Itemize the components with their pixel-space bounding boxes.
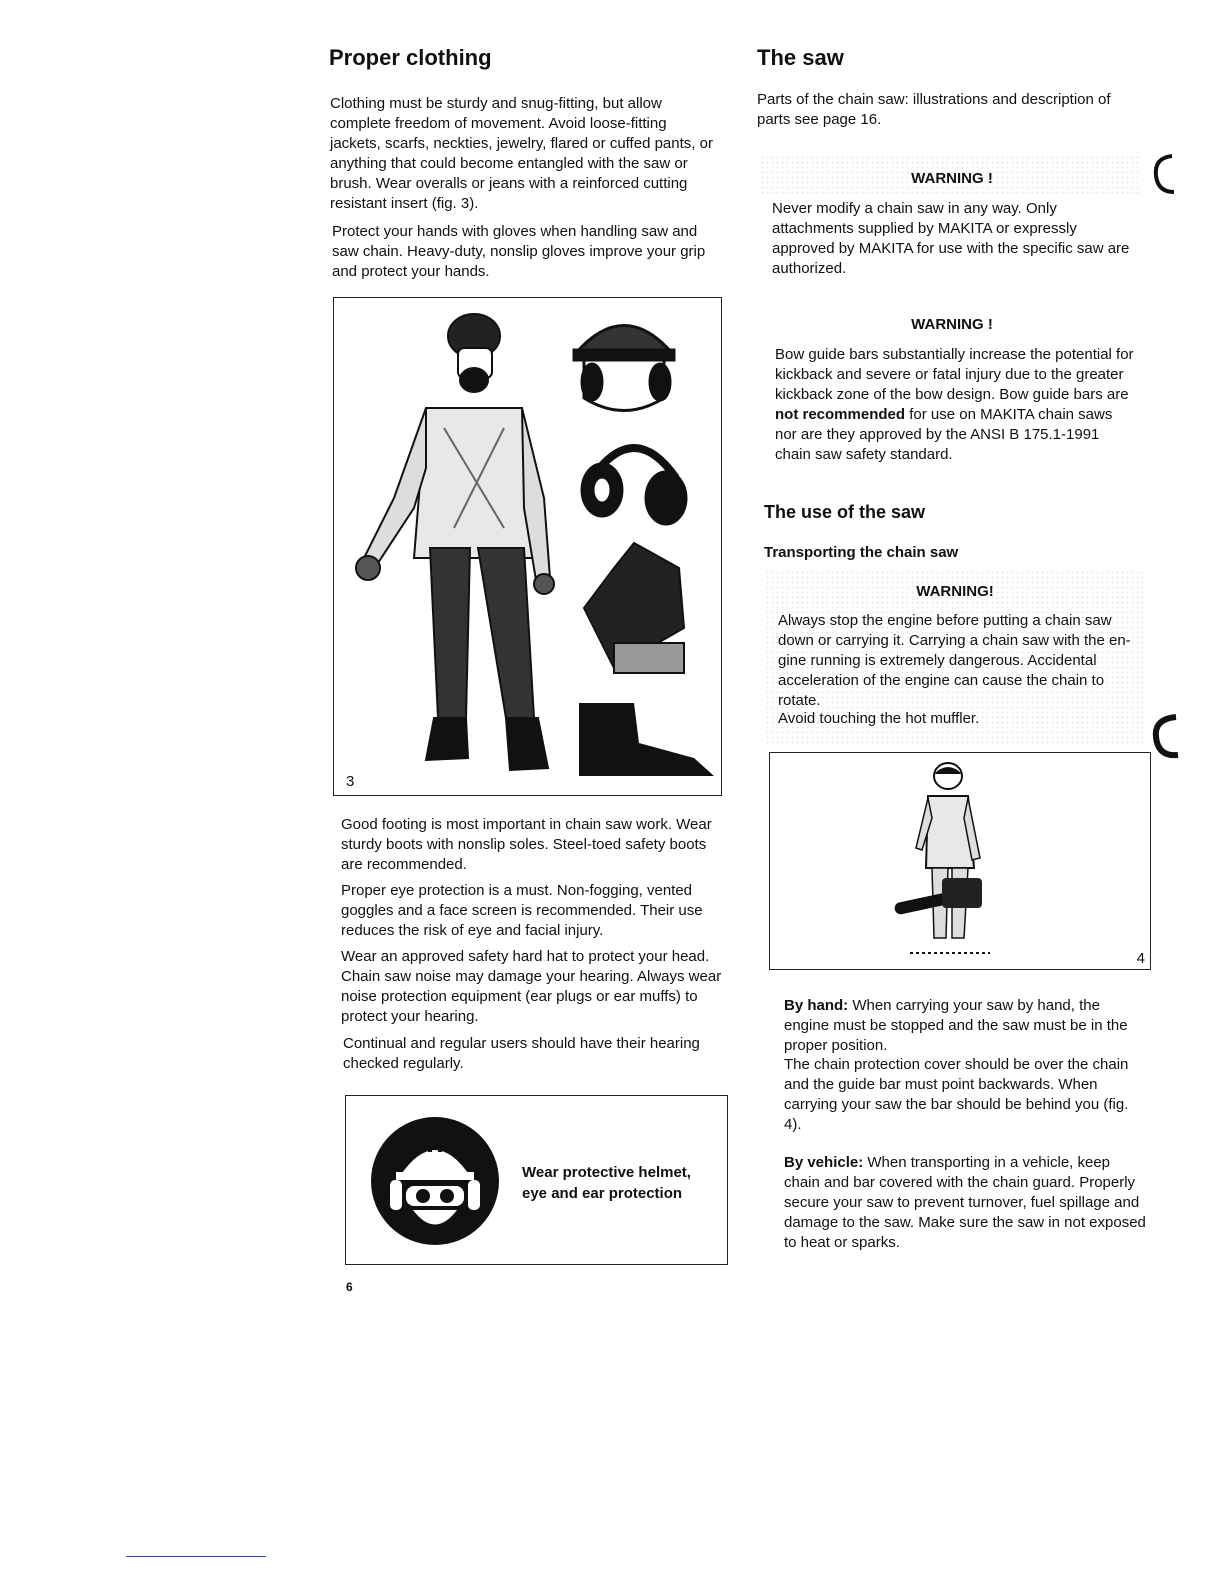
section-title-the-saw: The saw	[757, 45, 844, 70]
warning-2-text-bold: not recommended	[775, 406, 906, 423]
figure-4-carrying-saw	[769, 752, 1151, 970]
by-vehicle-label: By vehicle:	[784, 1154, 864, 1171]
helmet-visor-icon	[574, 326, 674, 411]
warning-2-text	[775, 345, 1135, 465]
clothing-paragraph: Clothing must be sturdy and snug-fitting, but allow complete freedom of movement. Avoid loose-fitting jackets, scarfs, neckties, jewelry, flared or cuffed pants, or anything that could become entangled with the saw or brush. Wear overalls or jeans with a reinforced cutting resistant insert (fig. 3).	[330, 95, 713, 212]
by-hand-paragraph	[784, 996, 1144, 1056]
warning-1-text: Never modify a chain saw in any way. Only attachments supplied by MAKITA or expressly approved by MAKITA for use with the specific saw are authorized.	[772, 200, 1130, 277]
saw-intro-paragraph: Parts of the chain saw: illustrations and description of parts see page 16.	[757, 91, 1111, 128]
warning-2-title: WARNING !	[911, 316, 993, 333]
hard-hat-paragraph: Wear an approved safety hard hat to protect your head. Chain saw noise may damage your hearing. Always wear noise protection equipment (ear plugs or ear muffs) to protect your hearing.	[341, 948, 722, 1025]
by-hand-label: By hand:	[784, 997, 849, 1014]
figure-3-label: 3	[346, 773, 355, 790]
sign-caption-line2: eye and ear protection	[522, 1185, 683, 1202]
protective-gear-illustration	[334, 298, 720, 794]
helmet-goggles-earmuffs-icon	[368, 1114, 502, 1248]
hearing-paragraph: Continual and regular users should have their hearing checked regularly.	[343, 1035, 700, 1072]
by-vehicle-paragraph	[784, 1153, 1146, 1253]
binder-hole-top-icon	[1150, 152, 1186, 196]
by-hand-text: When carrying your saw by hand, the engine must be stopped and the saw must be in the proper position.	[784, 997, 1128, 1054]
scan-edge-line	[126, 1556, 266, 1557]
page-number: 6	[346, 1280, 353, 1294]
section-title-use-of-saw: The use of the saw	[764, 502, 926, 522]
binder-hole-bottom-icon	[1150, 713, 1186, 761]
glove-icon	[584, 543, 684, 673]
by-vehicle-text: When transporting in a vehicle, keep chain and bar covered with the chain guard. Properly secure your saw to prevent turnover, fuel spillage and damage to the saw. Make sure the saw in not exposed to heat or sparks.	[784, 1154, 1146, 1251]
by-hand-paragraph-2: The chain protection cover should be over the chain and the guide bar must point backwards. When carrying your saw the bar should be behind you (fig. 4).	[784, 1056, 1129, 1133]
warning-2-text-b: for use on MAKITA chain saws nor are they approved by the ANSI B 175.1-1991 chain saw safety standard.	[775, 406, 1113, 463]
sign-caption	[522, 1162, 691, 1204]
safety-boot-icon	[579, 703, 714, 776]
worker-carrying-saw-icon	[890, 758, 1000, 966]
protective-equipment-sign	[345, 1095, 728, 1265]
figure-3-protective-gear	[333, 297, 722, 796]
subsection-title-transporting: Transporting the chain saw	[764, 544, 959, 561]
section-title-proper-clothing: Proper clothing	[329, 45, 492, 70]
warning-3-text-muffler: Avoid touching the hot muffler.	[778, 710, 980, 727]
sign-caption-line1: Wear protective helmet,	[522, 1164, 691, 1181]
ear-muffs-icon	[582, 448, 686, 524]
footing-paragraph: Good footing is most important in chain saw work. Wear sturdy boots with nonslip soles. Steel-toed safety boots are recommended.	[341, 816, 712, 873]
gloves-paragraph: Protect your hands with gloves when handling saw and saw chain. Heavy-duty, nonslip gloves improve your grip and protect your hands.	[332, 223, 706, 280]
figure-4-label: 4	[1136, 950, 1145, 967]
warning-2-text-a: Bow guide bars substantially increase the potential for kickback and severe or fatal injury due to the greater kickback zone of the bow design. Bow guide bars are	[775, 346, 1134, 403]
warning-1-title: WARNING !	[911, 170, 993, 187]
warning-3-title: WARNING!	[916, 583, 994, 600]
warning-3-text: Always stop the engine before putting a chain saw down or carrying it. Carrying a chain saw with the en-gine running is extremely dangerous. Accidental acceleration of the engine can cause the chain to rotate.	[778, 612, 1131, 709]
worker-figure-icon	[356, 314, 554, 770]
eye-protection-paragraph: Proper eye protection is a must. Non-fogging, vented goggles and a face screen is recommended. Their use reduces the risk of eye and facial injury.	[341, 882, 703, 939]
